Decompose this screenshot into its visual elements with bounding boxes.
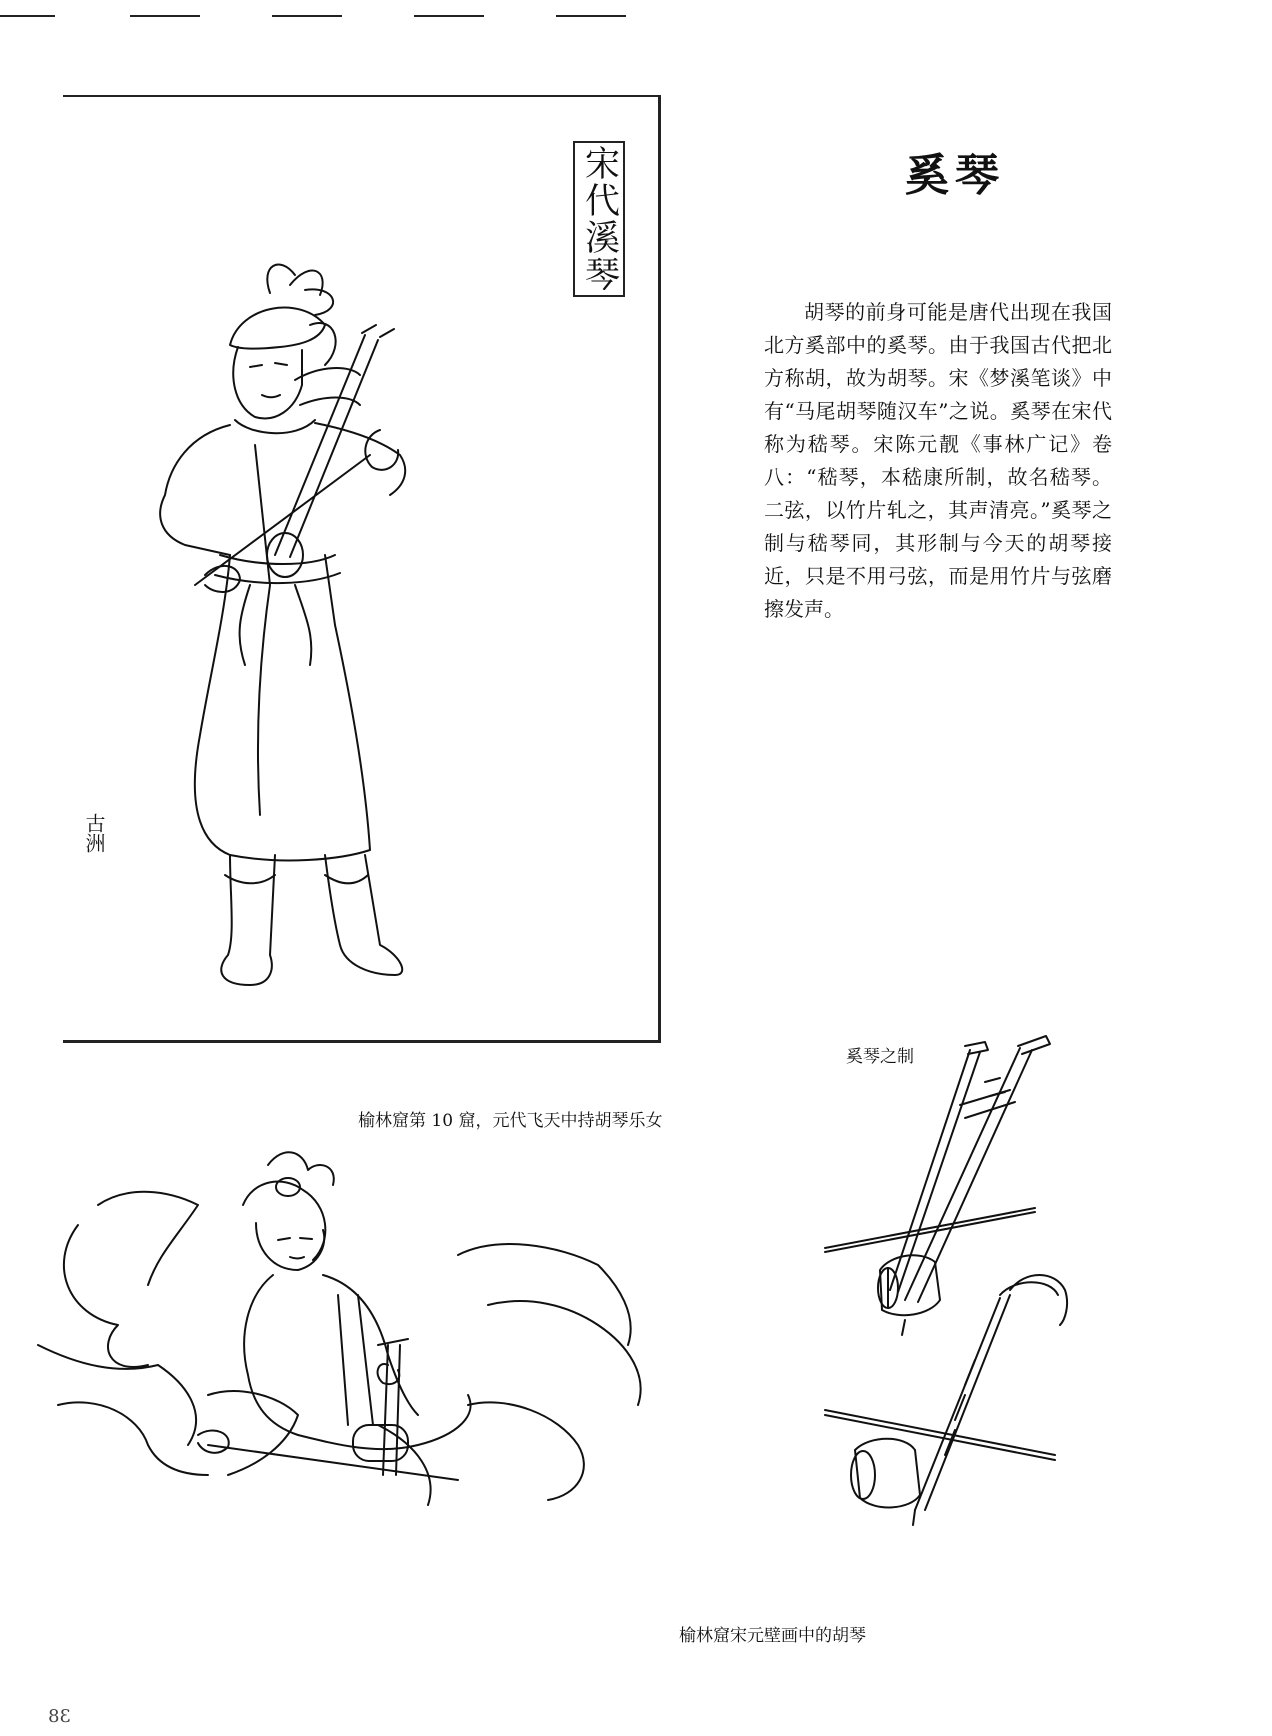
top-rule-5 <box>556 15 626 17</box>
top-rule-2 <box>130 15 200 17</box>
caption-flying-musician: 榆林窟第 10 窟，元代飞天中持胡琴乐女 <box>358 1111 663 1131</box>
page-number: 38 <box>48 1706 71 1727</box>
article-body: 胡琴的前身可能是唐代出现在我国北方奚部中的奚琴。由于我国古代把北方称胡，故为胡琴。宋《梦溪笔谈》中有“马尾胡琴随汉车”之说。奚琴在宋代称为嵇琴。宋陈元靓《事林广记》卷八：“嵇琴，本嵇康所制，故名嵇琴。二弦，以竹片轧之，其声清亮。”奚琴之制与嵇琴同，其形制与今天的胡琴接近，只是不用弓弦，而是用竹片与弦磨擦发声。 <box>764 300 1112 621</box>
top-rule-1 <box>0 15 55 17</box>
caption-instrument-form: 奚琴之制 <box>846 1047 914 1067</box>
article-title: 奚琴 <box>905 150 1005 201</box>
artist-seal: 古洲 <box>82 813 106 853</box>
top-rule-4 <box>414 15 484 17</box>
mural-huqin-diagram <box>815 1270 1135 1570</box>
caption-mural-huqin: 榆林窟宋元壁画中的胡琴 <box>679 1626 866 1646</box>
flying-apsara-illustration <box>38 1145 678 1525</box>
song-musician-illustration <box>110 255 440 995</box>
panel-vertical-title: 宋代溪琴 <box>573 141 625 297</box>
top-rule-3 <box>272 15 342 17</box>
